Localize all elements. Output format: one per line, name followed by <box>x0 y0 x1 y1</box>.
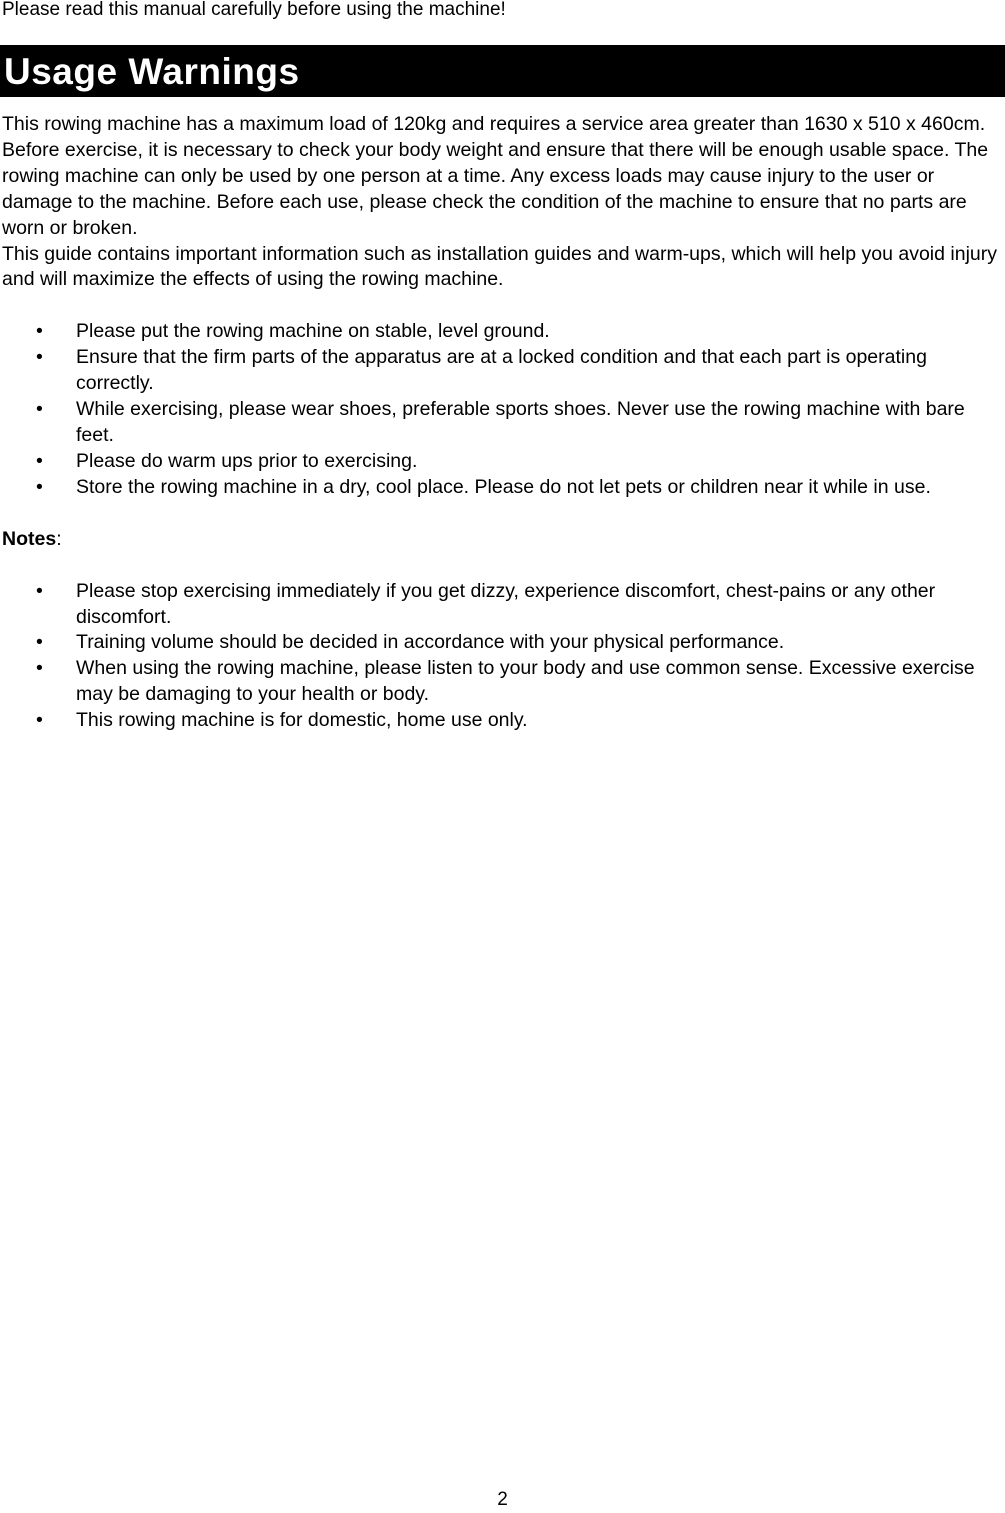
section-heading-banner <box>0 45 1005 97</box>
bullet-icon: • <box>36 657 43 680</box>
list-item: • Training volume should be decided in accordance with your physical performance. <box>2 630 1002 656</box>
bullet-icon: • <box>36 631 43 654</box>
notes-heading: Notes: <box>2 527 62 550</box>
main-content <box>2 112 1002 734</box>
list-item: • Store the rowing machine in a dry, cool place. Please do not let pets or children near it while in use. <box>2 475 1002 501</box>
intro-text: Please read this manual carefully before using the machine! <box>2 0 506 20</box>
list-item: • When using the rowing machine, please listen to your body and use common sense. Excessive exercise may be damaging to your health or body. <box>36 657 975 706</box>
page-number: 2 <box>497 1489 508 1510</box>
bullet-icon: • <box>36 398 43 421</box>
list-item: • While exercising, please wear shoes, preferable sports shoes. Never use the rowing machine with bare feet. <box>36 398 965 446</box>
bullet-icon: • <box>36 709 43 732</box>
section-heading: Usage Warnings <box>4 51 300 92</box>
list-item: • Ensure that the firm parts of the apparatus are at a locked condition and that each part is operating correctly. <box>36 346 927 395</box>
paragraph-load-space: This rowing machine has a maximum load of 120kg and requires a service area greater than 1630 x 510 x 460cm. Before exercise, it is necessary to check your body weight and ensure that there will be enough usable space. The rowing machine can only be used by one person at a time. Any excess loads may cause injury to the user or damage to the machine. Before each use, please check the condition of the machine to ensure that no parts are worn or broken. <box>2 113 989 239</box>
list-item: • Please stop exercising immediately if you get dizzy, experience discomfort, chest-pains or any other discomfort. <box>36 579 936 628</box>
paragraph-guide-info: This guide contains important information such as installation guides and warm-ups, which will help you avoid injury and will maximize the effects of using the rowing machine. <box>2 242 998 291</box>
list-item: • Please do warm ups prior to exercising. <box>2 449 1002 475</box>
bullet-icon: • <box>36 579 43 602</box>
bullet-icon: • <box>36 475 43 498</box>
bullet-icon: • <box>36 320 43 343</box>
bullet-icon: • <box>36 449 43 472</box>
notes-list <box>2 579 1002 734</box>
list-item: • This rowing machine is for domestic, home use only. <box>2 708 1002 734</box>
notes-label: Notes <box>2 527 57 550</box>
list-item: • Please put the rowing machine on stable, level ground. <box>2 319 1002 345</box>
warnings-list <box>2 319 1002 500</box>
bullet-icon: • <box>36 346 43 369</box>
